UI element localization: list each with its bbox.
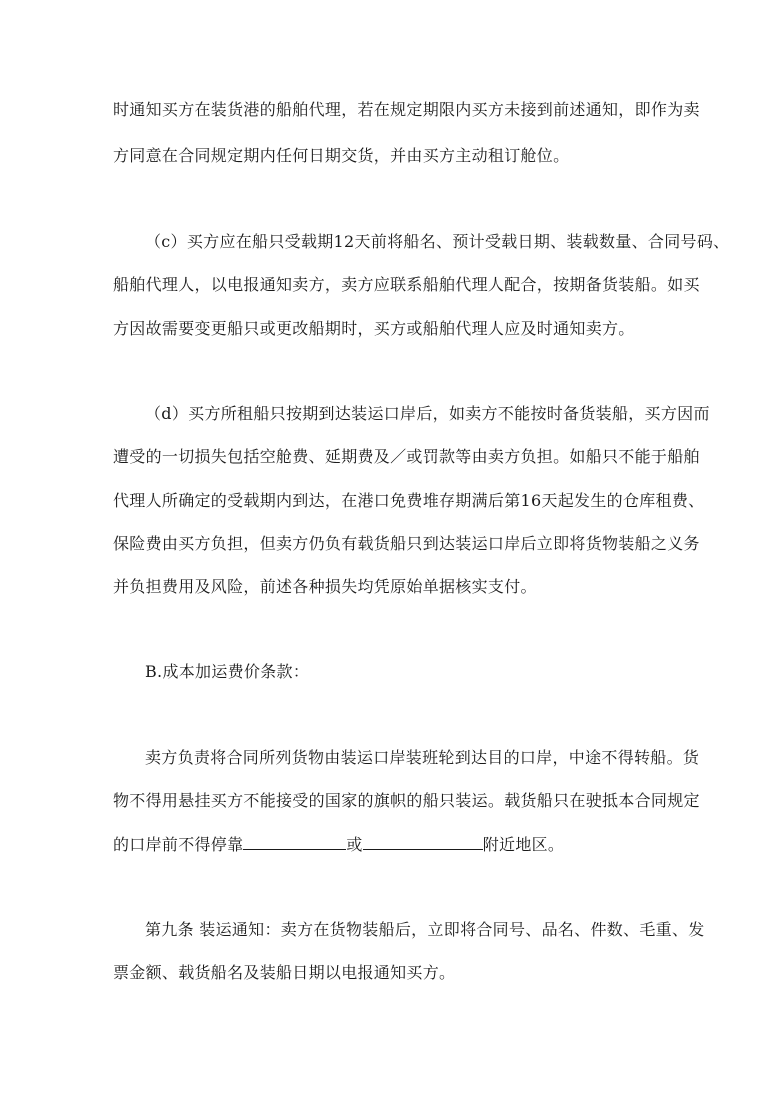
paragraph-d-line-4: 保险费由买方负担，但卖方仍负有载货船只到达装运口岸后立即将货物装船之义务 [113, 534, 700, 553]
paragraph-c-line-1: （c）买方应在船只受载期12天前将船名、预计受载日期、装载数量、合同号码、 [145, 232, 730, 251]
paragraph-d-line-5: 并负担费用及风险，前述各种损失均凭原始单据核实支付。 [113, 577, 537, 596]
paragraph-1-line-1: 时通知买方在装货港的船舶代理，若在规定期限内买方未接到前述通知，即作为卖 [113, 100, 700, 119]
paragraph-b-line-3-text-c: 附近地区。 [482, 835, 565, 854]
paragraph-1-line-2: 方同意在合同规定期内任何日期交货，并由买方主动租订舱位。 [113, 146, 570, 165]
paragraph-b-line-2: 物不得用悬挂买方不能接受的国家的旗帜的船只装运。载货船只在驶抵本合同规定 [113, 791, 700, 810]
fill-in-blank-port-2[interactable] [363, 833, 483, 850]
paragraph-c-line-3: 方因故需要变更船只或更改船期时，买方或船舶代理人应及时通知卖方。 [113, 319, 635, 338]
paragraph-b-line-3-text-a: 的口岸前不得停靠 [113, 835, 244, 854]
paragraph-c-line-2: 船舶代理人，以电报通知卖方，卖方应联系船舶代理人配合，按期备货装船。如买 [113, 275, 700, 294]
paragraph-d-line-1: （d）买方所租船只按期到达装运口岸后，如卖方不能按时备货装船，买方因而 [145, 404, 710, 423]
paragraph-b-line-1: 卖方负责将合同所列货物由装运口岸装班轮到达目的口岸，中途不得转船。货 [145, 748, 700, 767]
section-b-heading: B.成本加运费价条款： [145, 662, 310, 681]
article-9-line-2: 票金额、载货船名及装船日期以电报通知买方。 [113, 963, 456, 982]
paragraph-b-line-3-text-b: 或 [346, 835, 363, 854]
fill-in-blank-port-1[interactable] [243, 833, 346, 850]
paragraph-b-line-3 [113, 833, 564, 856]
paragraph-d-line-3: 代理人所确定的受载期内到达，在港口免费堆存期满后第16天起发生的仓库租费、 [113, 491, 705, 510]
article-9-line-1: 第九条 装运通知：卖方在货物装船后，立即将合同号、品名、件数、毛重、发 [145, 920, 705, 939]
paragraph-d-line-2: 遭受的一切损失包括空舱费、延期费及／或罚款等由卖方负担。如船只不能于船舶 [113, 447, 700, 466]
